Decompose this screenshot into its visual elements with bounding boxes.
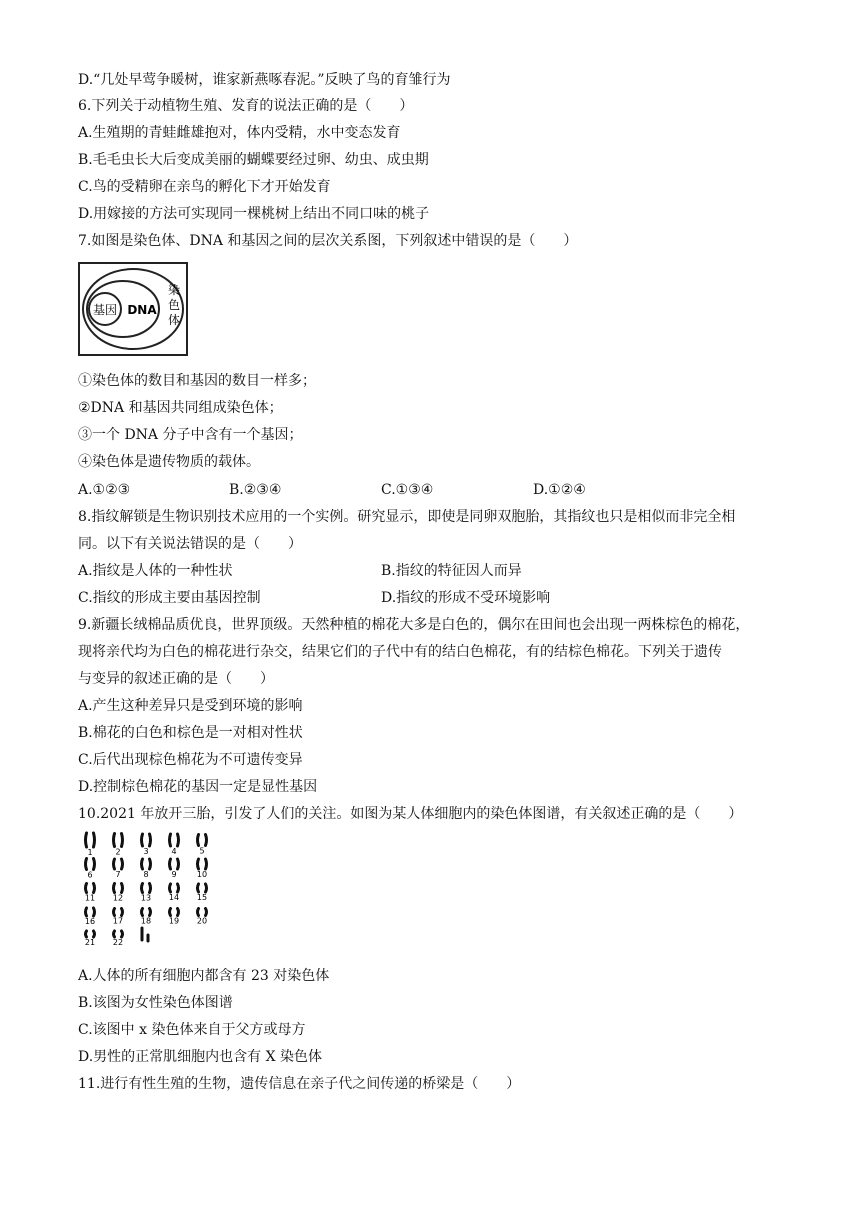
q6-option-b: B.毛毛虫长大后变成美丽的蝴蝶要经过卵、幼虫、成虫期	[78, 152, 429, 168]
q6-stem: 6.下列关于动植物生殖、发育的说法正确的是（ ）	[78, 98, 414, 114]
q9-stem-line1: 9.新疆长绒棉品质优良，世界顶级。天然种植的棉花大多是白色的，偶尔在田间也会出现一两株棕色的棉花，	[78, 617, 750, 633]
chromosome-pair	[114, 859, 123, 879]
chromosome-number: 7	[115, 870, 121, 879]
dna-label: DNA	[127, 303, 157, 317]
chromosome-pair	[169, 909, 179, 926]
chromosome-number: 18	[140, 916, 152, 926]
q9-option-c: C.后代出现棕色棉花为不可遗传变异	[78, 752, 303, 768]
q7-stem: 7.如图是染色体、DNA 和基因之间的层次关系图，下列叙述中错误的是（ ）	[78, 233, 578, 249]
q6-option-d: D.用嫁接的方法可实现同一棵桃树上结出不同口味的桃子	[78, 206, 430, 222]
q9-option-b: B.棉花的白色和棕色是一对相对性状	[78, 725, 303, 741]
chromosome-number: 6	[87, 870, 93, 880]
q7-option-b: B.②③④	[229, 482, 282, 498]
q6-option-a: A.生殖期的青蛙雌雄抱对，体内受精，水中变态发育	[78, 125, 401, 141]
chromosome-pair	[86, 833, 95, 857]
q8-option-a: A.指纹是人体的一种性状	[78, 563, 233, 579]
q10-option-c: C.该图中 x 染色体来自于父方或母方	[78, 1022, 306, 1038]
q7-figure	[78, 262, 188, 356]
chromosome-number: 16	[84, 917, 96, 926]
chromosome-number: 1	[87, 848, 93, 857]
chromosome-pair	[85, 931, 95, 947]
nested-circles-diagram	[78, 262, 188, 356]
chromosome-number: 5	[199, 846, 205, 856]
q8-stem-line2: 同。以下有关说法错误的是（ ）	[78, 536, 302, 552]
chromosome-pair	[141, 909, 151, 926]
chromosome-number: 17	[112, 916, 124, 926]
q11-stem: 11.进行有性生殖的生物，遗传信息在亲子代之间传递的桥梁是（ ）	[78, 1076, 521, 1092]
chromosome-number: 4	[171, 847, 177, 856]
chromosome-pair	[86, 859, 95, 880]
chromosome-pair	[142, 834, 151, 856]
karyotype-figure	[78, 830, 228, 960]
q7-option-c: C.①③④	[381, 482, 434, 498]
chromosome-pair	[114, 834, 123, 857]
q7-option-a: A.①②③	[78, 482, 131, 498]
chromosome-number: 3	[143, 847, 149, 856]
q9-stem-line2: 现将亲代均为白色的棉花进行杂交，结果它们的子代中有的结白色棉花，有的结棕色棉花。下列关于遗传	[78, 644, 722, 660]
chromosome-number: 11	[84, 893, 96, 903]
chromosome-number: 22	[112, 938, 124, 947]
q7-option-d: D.①②④	[533, 482, 586, 498]
chromosome-pair	[197, 884, 207, 902]
q7-item-4: ④染色体是遗传物质的载体。	[78, 454, 260, 470]
q10-stem: 10.2021 年放开三胎，引发了人们的关注。如图为某人体细胞内的染色体图谱，有关叙述正确的是（ ）	[78, 806, 743, 822]
q5-option-d: D.“几处早莺争暖树，谁家新燕啄春泥。”反映了鸟的育雏行为	[78, 72, 451, 88]
karyotype-image	[78, 830, 228, 960]
chromosome-number: 19	[168, 916, 180, 926]
q10-option-a: A.人体的所有细胞内都含有 23 对染色体	[78, 968, 330, 984]
q8-option-c: C.指纹的形成主要由基因控制	[78, 590, 261, 606]
q6-option-c: C.鸟的受精卵在亲鸟的孵化下才开始发育	[78, 179, 331, 195]
q8-stem-line1: 8.指纹解锁是生物识别技术应用的一个实例。研究显示，即使是同卵双胞胎，其指纹也只是相似而非完全相	[78, 509, 736, 525]
chromosome-number: 2	[115, 847, 121, 857]
chromosome-pair	[170, 834, 179, 856]
q8-option-b: B.指纹的特征因人而异	[381, 563, 522, 579]
q9-stem-line3: 与变异的叙述正确的是（ ）	[78, 671, 274, 687]
chromosome-pair	[85, 908, 95, 926]
chromosome-number: 10	[196, 870, 208, 879]
q9-option-d: D.控制棕色棉花的基因一定是显性基因	[78, 779, 318, 795]
chromosome-number: 8	[143, 870, 149, 879]
chromosome-number: 9	[171, 870, 177, 879]
chromosome-pair	[113, 909, 123, 926]
chromosome-number: 15	[196, 893, 208, 902]
chromosome-pair	[113, 884, 123, 903]
chromosome-number: 12	[112, 893, 124, 903]
chromosome-pair	[198, 835, 207, 856]
chromosome-number: 13	[140, 893, 152, 903]
q7-item-1: ①染色体的数目和基因的数目一样多；	[78, 373, 316, 389]
chromosome-label: 染色体	[167, 283, 181, 327]
chromosome-pair	[85, 884, 95, 903]
q8-option-d: D.指纹的形成不受环境影响	[381, 590, 551, 606]
chromosome-pair	[197, 859, 207, 879]
chromosome-pair	[169, 884, 179, 902]
chromosome-pair	[170, 859, 179, 879]
q9-option-a: A.产生这种差异只是受到环境的影响	[78, 698, 303, 714]
q7-item-2: ②DNA 和基因共同组成染色体；	[78, 400, 283, 416]
q10-option-b: B.该图为女性染色体图谱	[78, 995, 233, 1011]
chromosome-pair	[197, 909, 207, 926]
sex-chromosome-pair	[142, 928, 148, 941]
chromosome-number: 21	[84, 938, 96, 947]
q7-item-3: ③一个 DNA 分子中含有一个基因；	[78, 427, 303, 443]
gene-label: 基因	[92, 303, 118, 317]
chromosome-number: 14	[168, 893, 180, 902]
q10-option-d: D.男性的正常肌细胞内也含有 X 染色体	[78, 1049, 323, 1065]
chromosome-pair	[113, 931, 123, 947]
chromosome-pair	[142, 859, 151, 879]
chromosome-number: 20	[196, 916, 208, 926]
chromosome-pair	[141, 884, 151, 903]
